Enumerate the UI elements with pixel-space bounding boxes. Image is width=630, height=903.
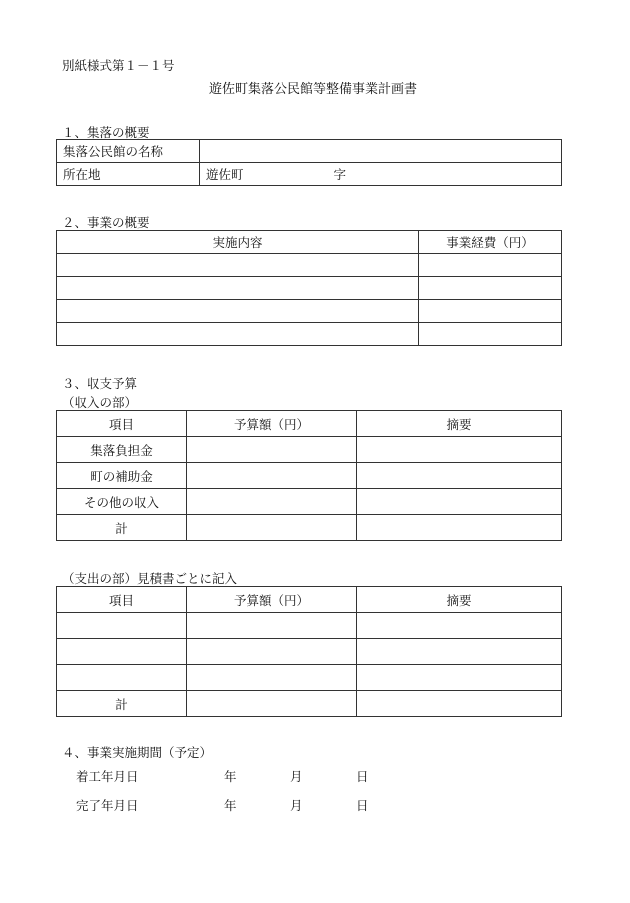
start-month-unit: 月 [290, 769, 303, 784]
remarks-cell[interactable] [357, 665, 562, 691]
budget-cell[interactable] [187, 515, 357, 541]
budget-cell[interactable] [187, 639, 357, 665]
table-row [57, 613, 562, 639]
budget-cell[interactable] [187, 463, 357, 489]
header-budget: 予算額（円） [187, 411, 357, 437]
content-cell[interactable] [57, 300, 419, 323]
content-cell[interactable] [57, 323, 419, 346]
header-content: 実施内容 [57, 231, 419, 254]
address-aza: 字 [333, 167, 347, 182]
section2-heading: ２、事業の概要 [62, 215, 150, 230]
name-label: 集落公民館の名称 [57, 140, 200, 163]
table-row [57, 437, 562, 463]
section1-table [56, 139, 562, 186]
table-header-row [57, 231, 562, 254]
item-cell[interactable] [57, 665, 187, 691]
remarks-cell[interactable] [357, 515, 562, 541]
cost-cell[interactable] [419, 300, 562, 323]
header-budget: 予算額（円） [187, 587, 357, 613]
content-cell[interactable] [57, 277, 419, 300]
header-cost: 事業経費（円） [419, 231, 562, 254]
table-row [57, 639, 562, 665]
start-year-unit: 年 [224, 769, 237, 784]
table-row [57, 300, 562, 323]
budget-cell[interactable] [187, 489, 357, 515]
address-label: 所在地 [57, 163, 200, 186]
table-row [57, 140, 562, 163]
remarks-cell[interactable] [357, 463, 562, 489]
table-header-row [57, 411, 562, 437]
remarks-cell[interactable] [357, 613, 562, 639]
start-date-label: 着工年月日 [76, 769, 139, 784]
item-cell[interactable] [57, 639, 187, 665]
end-day-unit: 日 [356, 798, 369, 813]
budget-cell[interactable] [187, 613, 357, 639]
remarks-cell[interactable] [357, 489, 562, 515]
budget-cell[interactable] [187, 665, 357, 691]
table-row [57, 163, 562, 186]
table-row [57, 277, 562, 300]
expense-heading: （支出の部）見積書ごとに記入 [62, 571, 238, 586]
header-item: 項目 [57, 587, 187, 613]
header-remarks: 摘要 [357, 587, 562, 613]
item-cell: 町の補助金 [57, 463, 187, 489]
remarks-cell[interactable] [357, 691, 562, 717]
item-cell[interactable] [57, 613, 187, 639]
item-cell: 集落負担金 [57, 437, 187, 463]
cost-cell[interactable] [419, 254, 562, 277]
name-field[interactable] [200, 140, 562, 163]
header-item: 項目 [57, 411, 187, 437]
section3-heading: ３、収支予算 [62, 376, 138, 391]
address-field[interactable] [200, 163, 562, 186]
budget-cell[interactable] [187, 691, 357, 717]
remarks-cell[interactable] [357, 437, 562, 463]
end-year-unit: 年 [224, 798, 237, 813]
expense-table [56, 586, 562, 717]
table-row [57, 515, 562, 541]
table-row [57, 691, 562, 717]
budget-cell[interactable] [187, 437, 357, 463]
table-row [57, 463, 562, 489]
table-header-row [57, 587, 562, 613]
end-date-label: 完了年月日 [76, 798, 139, 813]
total-label: 計 [57, 691, 187, 717]
section2-table [56, 230, 562, 346]
page-title: 遊佐町集落公民館等整備事業計画書 [209, 82, 418, 97]
cost-cell[interactable] [419, 323, 562, 346]
item-cell: その他の収入 [57, 489, 187, 515]
table-row [57, 665, 562, 691]
income-heading: （収入の部） [62, 395, 138, 410]
address-town: 遊佐町 [206, 167, 244, 182]
total-label: 計 [57, 515, 187, 541]
income-table [56, 410, 562, 541]
table-row [57, 323, 562, 346]
table-row [57, 489, 562, 515]
table-row [57, 254, 562, 277]
section1-heading: １、集落の概要 [62, 125, 150, 140]
content-cell[interactable] [57, 254, 419, 277]
start-day-unit: 日 [356, 769, 369, 784]
section4-heading: ４、事業実施期間（予定） [62, 745, 213, 760]
cost-cell[interactable] [419, 277, 562, 300]
end-month-unit: 月 [290, 798, 303, 813]
remarks-cell[interactable] [357, 639, 562, 665]
form-number: 別紙様式第１－１号 [62, 58, 175, 73]
header-remarks: 摘要 [357, 411, 562, 437]
